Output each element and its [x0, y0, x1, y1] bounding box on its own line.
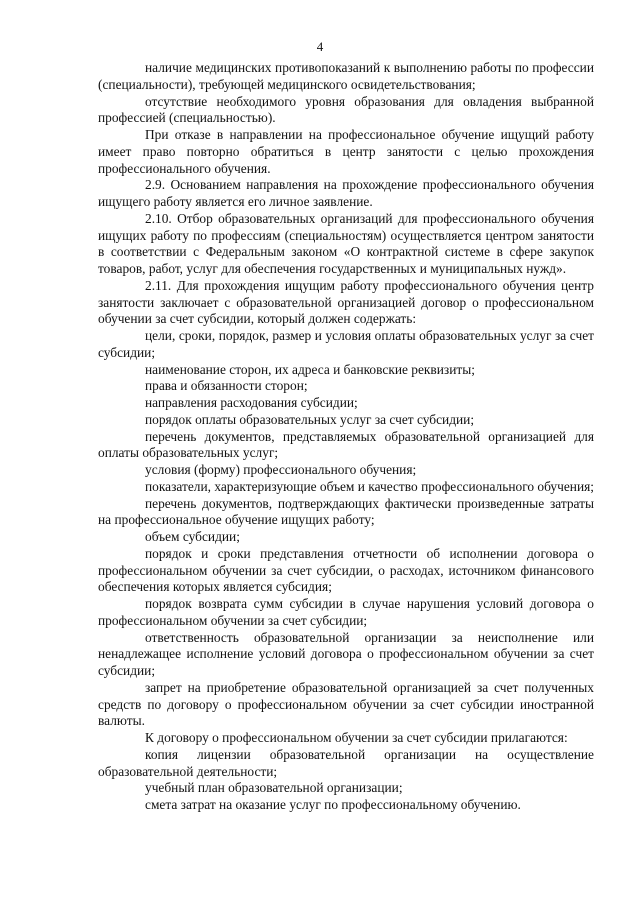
paragraph: показатели, характеризующие объем и качество профессионального обучения; — [145, 478, 594, 494]
paragraph: ответственность образовательной организации за неисполнение или ненадлежащее исполнение условий договора о профессиональном обучении за счет субсидии; — [98, 629, 594, 678]
paragraph: копия лицензии образовательной организации на осуществление образовательной деятельности; — [98, 746, 594, 779]
paragraph: 2.10. Отбор образовательных организаций для профессионального обучения ищущих работу по профессиям (специальностям) осуществляется центром занятости в соответствии с Федеральным законом «О контрактной системе в сфере закупок товаров, работ, услуг для обеспечения государственных и муниципальных нужд». — [98, 210, 594, 276]
paragraph: порядок и сроки представления отчетности об исполнении договора о профессиональном обучении за счет субсидии, о расходах, источником финансового обеспечения которых является субсидия; — [98, 545, 594, 595]
paragraph: запрет на приобретение образовательной организацией за счет полученных средств по договору о профессиональном обучении за счет субсидии иностранной валюты. — [98, 679, 594, 729]
paragraph: направления расходования субсидии; — [145, 395, 358, 410]
paragraph: При отказе в направлении на профессиональное обучение ищущий работу имеет право повторно обратиться в центр занятости с целью прохождения профессионального обучения. — [98, 127, 594, 176]
paragraph: К договору о профессиональном обучении за счет субсидии прилагаются: — [145, 730, 568, 745]
paragraph: порядок возврата сумм субсидии в случае нарушения условий договора о профессиональном обучении за счет субсидии; — [98, 596, 594, 628]
document-body — [98, 60, 594, 814]
paragraph: 2.11. Для прохождения ищущим работу профессионального обучения центр занятости заключает с образовательной организацией договор о профессиональном обучении за счет субсидии, который должен содержать: — [98, 277, 594, 327]
paragraph: наименование сторон, их адреса и банковские реквизиты; — [145, 361, 475, 377]
paragraph: смета затрат на оказание услуг по профессиональному обучению. — [145, 797, 521, 812]
paragraph: условия (форму) профессионального обучения; — [145, 462, 417, 477]
paragraph: учебный план образовательной организации; — [145, 780, 403, 796]
paragraph: цели, сроки, порядок, размер и условия оплаты образовательных услуг за счет субсидии; — [98, 328, 594, 360]
paragraph: объем субсидии; — [145, 529, 240, 544]
paragraph: отсутствие необходимого уровня образования для овладения выбранной профессией (специальностью). — [98, 93, 594, 126]
paragraph: порядок оплаты образовательных услуг за счет субсидии; — [145, 411, 475, 427]
paragraph: перечень документов, подтверждающих фактически произведенные затраты на профессиональное обучение ищущих работу; — [98, 495, 594, 528]
paragraph: 2.9. Основанием направления на прохождение профессионального обучения ищущего работу является его личное заявление. — [98, 177, 594, 209]
paragraph: перечень документов, представляемых образовательной организацией для оплаты образовательных услуг; — [98, 428, 594, 461]
page-number: 4 — [316, 39, 324, 54]
paragraph: наличие медицинских противопоказаний к выполнению работы по профессии (специальности), требующей медицинского освидетельствования; — [98, 60, 594, 92]
paragraph: права и обязанности сторон; — [145, 378, 308, 394]
